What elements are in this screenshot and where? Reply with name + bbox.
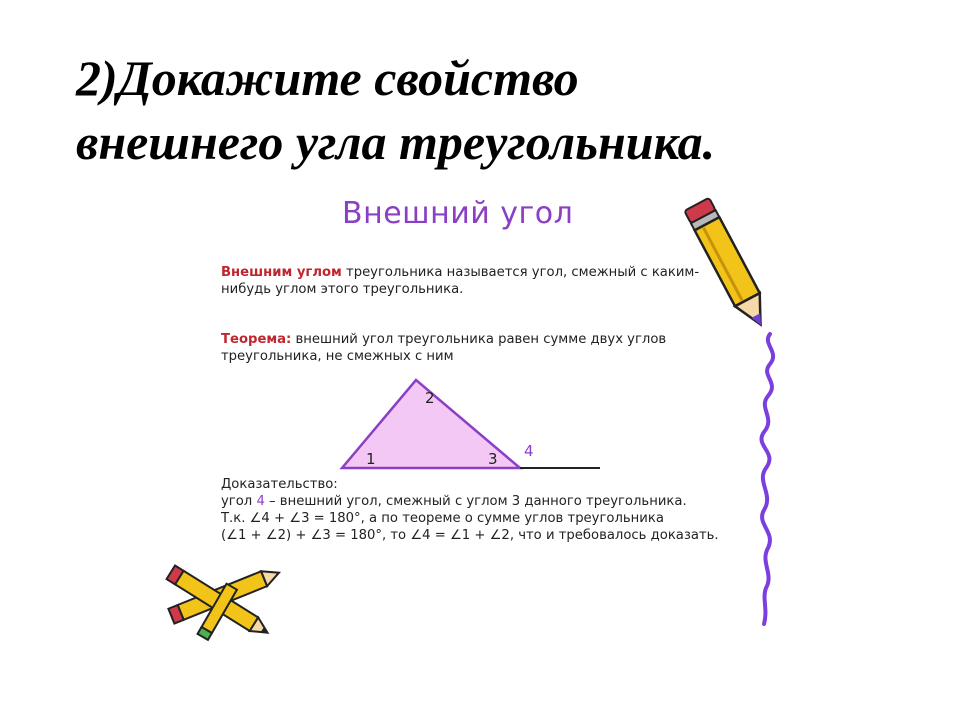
proof-angle-4: 4 <box>256 494 265 509</box>
triangle-diagram <box>338 372 608 477</box>
theorem-text: внешний угол треугольника равен сумме двух углов треугольника, не смежных с ним <box>221 332 667 364</box>
definition-term: Внешним углом <box>221 265 342 280</box>
slide-title <box>76 46 876 174</box>
slide-title-line-1: 2)Докажите свойство <box>76 50 579 106</box>
definition-paragraph <box>221 264 741 298</box>
crossed-pencils-icon <box>150 555 290 650</box>
definition-text: треугольника называется угол, смежный с каким-нибудь углом этого треугольника. <box>221 265 700 297</box>
proof-heading: Доказательство: <box>221 477 338 492</box>
proof-line-2: Т.к. ∠4 + ∠3 = 180°, а по теореме о сумме углов треугольника <box>221 511 664 526</box>
angle-label-3: 3 <box>488 450 498 468</box>
pencil-icon <box>680 192 780 342</box>
angle-label-4: 4 <box>524 442 534 460</box>
proof-line-1 <box>221 493 741 510</box>
theorem-term: Теорема: <box>221 332 292 347</box>
angle-label-1: 1 <box>366 450 376 468</box>
proof-line-1-start: угол <box>221 494 257 509</box>
squiggle-line-icon <box>740 330 800 630</box>
theorem-paragraph <box>221 331 741 365</box>
proof-line-1-end: – внешний угол, смежный с углом 3 данного треугольника. <box>264 494 687 509</box>
picture-heading: Внешний угол <box>342 196 574 231</box>
proof-block <box>221 476 741 544</box>
slide-title-line-2: внешнего угла треугольника. <box>76 114 716 170</box>
angle-label-2: 2 <box>425 389 435 407</box>
proof-line-3: (∠1 + ∠2) + ∠3 = 180°, то ∠4 = ∠1 + ∠2, что и требовалось доказать. <box>221 528 719 543</box>
